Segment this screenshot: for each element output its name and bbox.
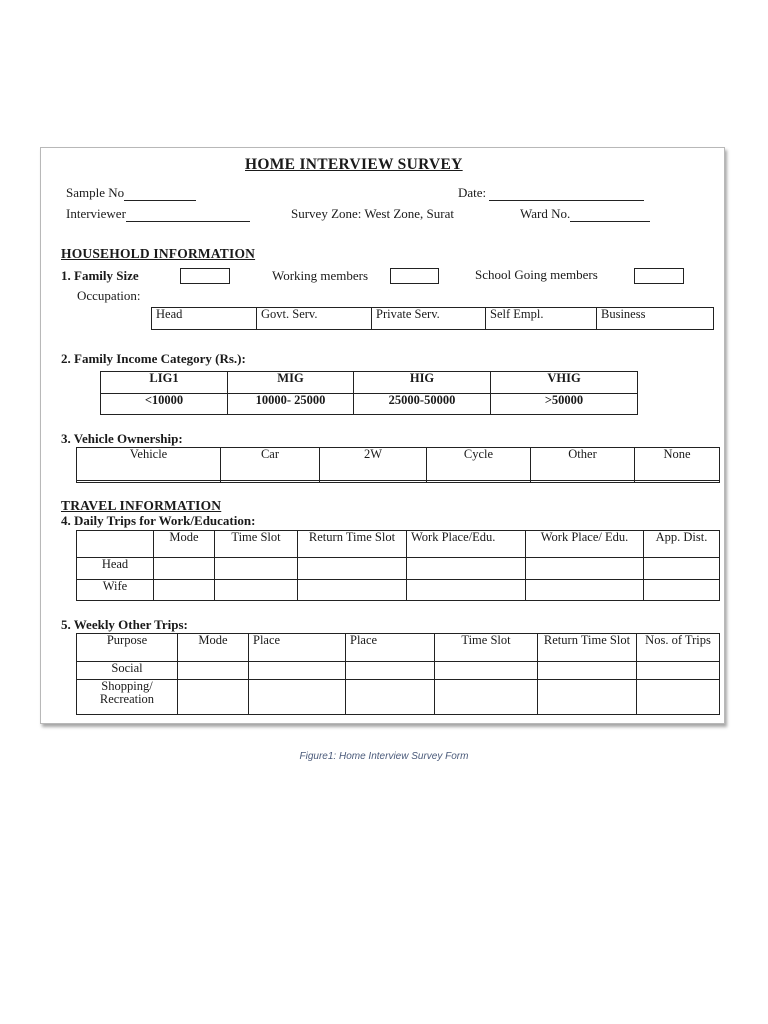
vehicle-empty-cell bbox=[320, 480, 427, 482]
weekly-row-label: Shopping/ Recreation bbox=[77, 680, 178, 715]
occupation-label: Occupation: bbox=[77, 288, 141, 303]
daily-header-cell: Return Time Slot bbox=[298, 531, 407, 558]
table-row bbox=[77, 480, 720, 482]
working-members-label: Working members bbox=[272, 268, 369, 283]
weekly-header-cell: Mode bbox=[178, 634, 249, 662]
vehicle-header-cell: Cycle bbox=[427, 448, 531, 481]
weekly-empty-cell bbox=[178, 662, 249, 680]
table-row bbox=[77, 579, 720, 601]
weekly-header-cell: Place bbox=[249, 634, 346, 662]
daily-empty-cell bbox=[298, 558, 407, 580]
weekly-empty-cell bbox=[435, 680, 538, 715]
income-category-cell: MIG bbox=[228, 372, 354, 394]
occupation-cell: Business bbox=[597, 308, 714, 330]
interviewer-line bbox=[126, 209, 250, 222]
weekly-empty-cell bbox=[346, 662, 435, 680]
daily-empty-cell bbox=[526, 558, 644, 580]
ward-no-field bbox=[520, 206, 650, 222]
school-going-label: School Going members bbox=[475, 267, 598, 282]
weekly-header-cell: Place bbox=[346, 634, 435, 662]
income-range-cell: 25000-50000 bbox=[354, 393, 491, 415]
vehicle-header-cell: 2W bbox=[320, 448, 427, 481]
weekly-header-cell: Nos. of Trips bbox=[637, 634, 720, 662]
travel-heading: TRAVEL INFORMATION bbox=[61, 498, 222, 513]
occupation-cell: Head bbox=[152, 308, 257, 330]
weekly-header-cell: Return Time Slot bbox=[538, 634, 637, 662]
daily-row-label: Wife bbox=[77, 579, 154, 601]
income-range-cell: <10000 bbox=[101, 393, 228, 415]
figure-caption: Figure1: Home Interview Survey Form bbox=[299, 751, 469, 762]
survey-zone-text: Survey Zone: West Zone, Surat bbox=[291, 206, 454, 221]
vehicle-empty-cell bbox=[531, 480, 635, 482]
daily-header-cell: Work Place/Edu. bbox=[407, 531, 526, 558]
date-label: Date: bbox=[458, 185, 487, 200]
weekly-empty-cell bbox=[637, 662, 720, 680]
daily-empty-cell bbox=[215, 579, 298, 601]
weekly-header-cell: Time Slot bbox=[435, 634, 538, 662]
daily-row-label: Head bbox=[77, 558, 154, 580]
weekly-header-cell: Purpose bbox=[77, 634, 178, 662]
income-category-cell: LIG1 bbox=[101, 372, 228, 394]
family-size-box bbox=[180, 268, 230, 284]
interviewer-label: Interviewer bbox=[66, 206, 126, 221]
sample-no-label: Sample No bbox=[66, 185, 125, 200]
occupation-cell: Self Empl. bbox=[486, 308, 597, 330]
vehicle-header-cell: Other bbox=[531, 448, 635, 481]
income-label: 2. Family Income Category (Rs.): bbox=[61, 351, 246, 366]
weekly-empty-cell bbox=[249, 662, 346, 680]
income-category-cell: HIG bbox=[354, 372, 491, 394]
survey-form-image bbox=[40, 147, 725, 724]
sample-no-field bbox=[66, 185, 196, 201]
table-row bbox=[77, 448, 720, 481]
vehicle-empty-cell bbox=[635, 480, 720, 482]
table-row bbox=[101, 372, 638, 394]
vehicle-header-cell: Car bbox=[221, 448, 320, 481]
daily-header-cell: App. Dist. bbox=[644, 531, 720, 558]
daily-empty-cell bbox=[215, 558, 298, 580]
weekly-empty-cell bbox=[538, 662, 637, 680]
family-size-label: 1. Family Size bbox=[61, 268, 139, 283]
ward-no-line bbox=[570, 209, 650, 222]
vehicle-empty-cell bbox=[427, 480, 531, 482]
income-category-cell: VHIG bbox=[491, 372, 638, 394]
table-row bbox=[152, 308, 714, 330]
interviewer-field bbox=[66, 206, 250, 222]
daily-empty-cell bbox=[644, 558, 720, 580]
working-members-box bbox=[390, 268, 439, 284]
table-row bbox=[77, 680, 720, 715]
date-field bbox=[458, 185, 644, 201]
form-title: HOME INTERVIEW SURVEY bbox=[245, 156, 463, 173]
vehicle-header-cell: None bbox=[635, 448, 720, 481]
daily-header-cell: Time Slot bbox=[215, 531, 298, 558]
vehicle-label: 3. Vehicle Ownership: bbox=[61, 431, 183, 446]
daily-empty-cell bbox=[154, 558, 215, 580]
weekly-empty-cell bbox=[637, 680, 720, 715]
weekly-trips-label: 5. Weekly Other Trips: bbox=[61, 617, 188, 632]
table-row bbox=[77, 531, 720, 558]
daily-empty-cell bbox=[644, 579, 720, 601]
income-table bbox=[100, 371, 638, 415]
weekly-trips-table bbox=[76, 633, 720, 715]
daily-empty-cell bbox=[407, 558, 526, 580]
household-heading: HOUSEHOLD INFORMATION bbox=[61, 246, 256, 261]
daily-empty-cell bbox=[526, 579, 644, 601]
table-row bbox=[77, 662, 720, 680]
weekly-empty-cell bbox=[249, 680, 346, 715]
vehicle-table bbox=[76, 447, 720, 483]
vehicle-empty-cell bbox=[77, 480, 221, 482]
daily-header-cell bbox=[77, 531, 154, 558]
daily-empty-cell bbox=[298, 579, 407, 601]
daily-trips-label: 4. Daily Trips for Work/Education: bbox=[61, 513, 256, 528]
school-going-box bbox=[634, 268, 684, 284]
weekly-empty-cell bbox=[346, 680, 435, 715]
table-row bbox=[77, 558, 720, 580]
occupation-cell: Private Serv. bbox=[372, 308, 486, 330]
weekly-empty-cell bbox=[435, 662, 538, 680]
ward-no-label: Ward No. bbox=[520, 206, 571, 221]
vehicle-header-cell: Vehicle bbox=[77, 448, 221, 481]
table-row bbox=[101, 393, 638, 415]
weekly-row-label: Social bbox=[77, 662, 178, 680]
occupation-table bbox=[151, 307, 714, 330]
weekly-empty-cell bbox=[178, 680, 249, 715]
weekly-empty-cell bbox=[538, 680, 637, 715]
daily-header-cell: Mode bbox=[154, 531, 215, 558]
income-range-cell: >50000 bbox=[491, 393, 638, 415]
income-range-cell: 10000- 25000 bbox=[228, 393, 354, 415]
daily-header-cell: Work Place/ Edu. bbox=[526, 531, 644, 558]
date-line bbox=[489, 188, 644, 201]
occupation-cell: Govt. Serv. bbox=[257, 308, 372, 330]
sample-no-line bbox=[124, 188, 196, 201]
daily-empty-cell bbox=[407, 579, 526, 601]
vehicle-empty-cell bbox=[221, 480, 320, 482]
daily-trips-table bbox=[76, 530, 720, 601]
table-row bbox=[77, 634, 720, 662]
daily-empty-cell bbox=[154, 579, 215, 601]
